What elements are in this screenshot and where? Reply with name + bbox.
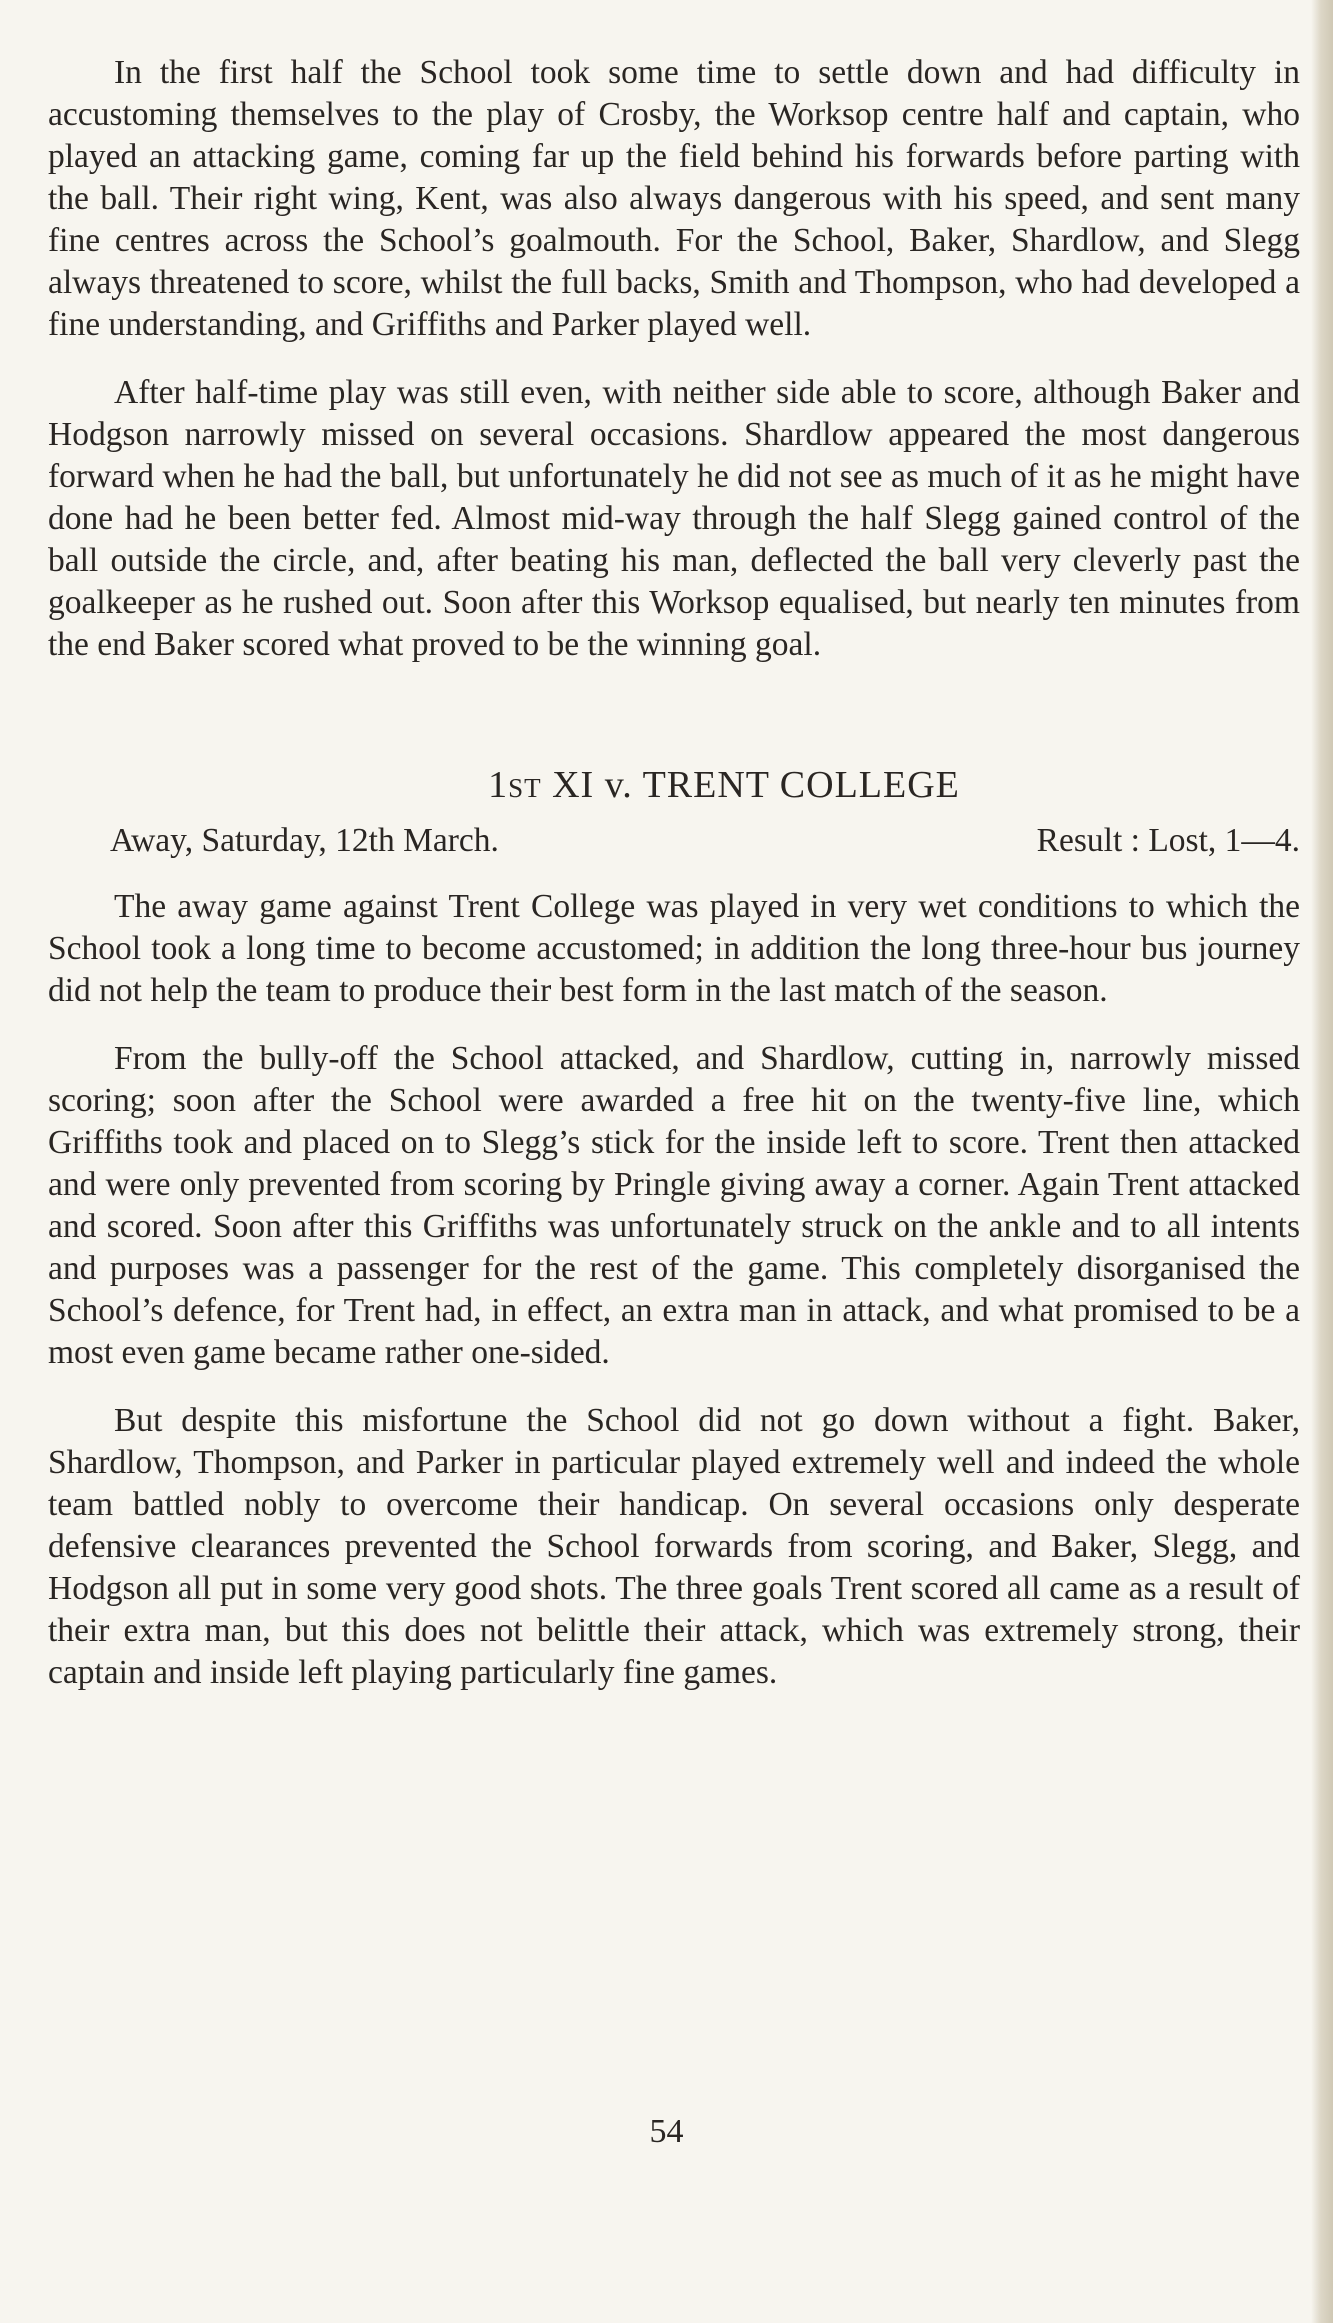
match-heading-opponent: v. TRENT COLLEGE: [604, 764, 960, 806]
page-body: [48, 52, 1300, 1720]
intro-paragraph-1: In the first half the School took some time to settle down and had difficulty in accustoming themselves to the play of Crosby, the Worksop centre half and captain, who played an attacking game, coming far up the field behind his forwards before parting with the ball. Their right wing, Kent, was also always dangerous with his speed, and sent many fine centres across the School’s goalmouth. For the School, Baker, Shardlow, and Slegg always threatened to score, whilst the full backs, Smith and Thompson, who had developed a fine understanding, and Griffiths and Parker played well.: [48, 54, 1300, 343]
match-paragraph-1: The away game against Trent College was played in very wet conditions to which the School took a long time to become accustomed; in addition the long three-hour bus journey did not help the team to produce their best form in the last match of the season.: [48, 888, 1300, 1009]
match-heading-team: 1st XI: [488, 764, 595, 806]
match-paragraph-3: But despite this misfortune the School did not go down without a fight. Baker, Shardlow, Thompson, and Parker in particular played extremely well and indeed the whole team battled nobly to overcome their handicap. On several occasions only desperate defensive clearances prevented the School forwards from scoring, and Baker, Slegg, and Hodgson all put in some very good shots. The three goals Trent scored all came as a result of their extra man, but this does not belittle their attack, which was extremely strong, their captain and inside left playing particularly fine games.: [48, 1402, 1300, 1691]
match-heading: [48, 762, 1300, 808]
match-fixture: Away, Saturday, 12th March.: [110, 822, 499, 859]
intro-paragraph-2: After half-time play was still even, with neither side able to score, although Baker and Hodgson narrowly missed on several occasions. Shardlow appeared the most dangerous forward when he had the ball, but unfortunately he did not see as much of it as he might have done had he been better fed. Almost mid-way through the half Slegg gained control of the ball outside the circle, and, after beating his man, deflected the ball very cleverly past the goalkeeper as he rushed out. Soon after this Worksop equalised, but nearly ten minutes from the end Baker scored what proved to be the winning goal.: [48, 374, 1300, 663]
match-meta: [48, 820, 1300, 862]
page-edge-shadow: [1311, 0, 1333, 2323]
match-paragraph-2: From the bully-off the School attacked, and Shardlow, cutting in, narrowly missed scoring; soon after the School were awarded a free hit on the twenty-five line, which Griffiths took and placed on to Slegg’s stick for the inside left to score. Trent then attacked and were only prevented from scoring by Pringle giving away a corner. Again Trent attacked and scored. Soon after this Griffiths was unfortunately struck on the ankle and to all intents and purposes was a passenger for the rest of the game. This completely disorganised the School’s defence, for Trent had, in effect, an extra man in attack, and what promised to be a most even game became rather one-sided.: [48, 1040, 1300, 1371]
page-number: 54: [649, 2113, 684, 2150]
match-result: Result : Lost, 1—4.: [1036, 822, 1300, 859]
